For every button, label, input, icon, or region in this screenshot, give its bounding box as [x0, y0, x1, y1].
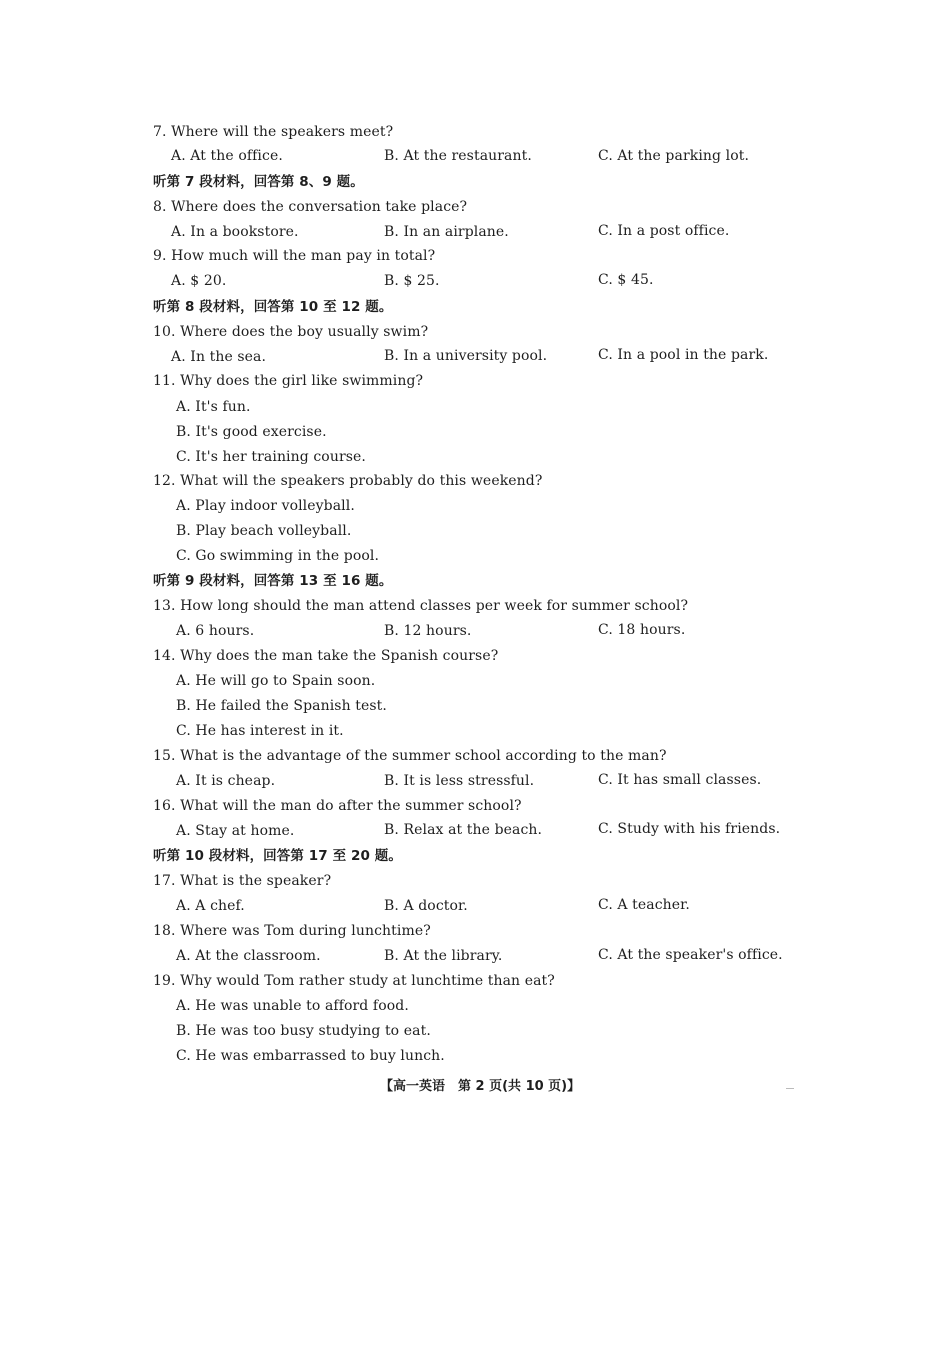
question-15: 15. What is the advantage of the summer school according to the man?: [153, 748, 667, 764]
option-17c: C. A teacher.: [598, 897, 690, 913]
option-8a: A. In a bookstore.: [171, 224, 299, 240]
question-13: 13. How long should the man attend classes per week for summer school?: [153, 598, 689, 614]
option-19c: C. He was embarrassed to buy lunch.: [176, 1048, 445, 1064]
section-heading-10: 听第 10 段材料，回答第 17 至 20 题。: [153, 848, 402, 864]
option-18a: A. At the classroom.: [176, 948, 321, 964]
option-11b: B. It's good exercise.: [176, 424, 327, 440]
option-9c: C. $ 45.: [598, 272, 654, 288]
option-16b: B. Relax at the beach.: [384, 822, 543, 838]
question-18: 18. Where was Tom during lunchtime?: [153, 923, 431, 939]
question-7: 7. Where will the speakers meet?: [153, 124, 394, 140]
option-15c: C. It has small classes.: [598, 772, 762, 788]
option-9a: A. $ 20.: [171, 273, 227, 289]
page-footer: 【高一英语 第 2 页(共 10 页)】: [380, 1079, 581, 1094]
option-16a: A. Stay at home.: [176, 823, 295, 839]
option-19b: B. He was too busy studying to eat.: [176, 1023, 431, 1039]
option-12b: B. Play beach volleyball.: [176, 523, 352, 539]
section-heading-9: 听第 9 段材料，回答第 13 至 16 题。: [153, 573, 393, 589]
option-14b: B. He failed the Spanish test.: [176, 698, 387, 714]
option-8c: C. In a post office.: [598, 223, 730, 239]
option-10b: B. In a university pool.: [384, 348, 548, 364]
option-7c: C. At the parking lot.: [598, 148, 750, 164]
question-11: 11. Why does the girl like swimming?: [153, 373, 424, 389]
question-19: 19. Why would Tom rather study at lunchtime than eat?: [153, 973, 555, 989]
option-14a: A. He will go to Spain soon.: [176, 673, 376, 689]
option-15a: A. It is cheap.: [176, 773, 276, 789]
option-12a: A. Play indoor volleyball.: [176, 498, 355, 514]
option-16c: C. Study with his friends.: [598, 821, 781, 837]
option-17b: B. A doctor.: [384, 898, 468, 914]
option-17a: A. A chef.: [176, 898, 245, 914]
question-10: 10. Where does the boy usually swim?: [153, 324, 429, 340]
scan-mark: [786, 1088, 794, 1089]
question-16: 16. What will the man do after the summer school?: [153, 798, 522, 814]
option-7a: A. At the office.: [171, 148, 283, 164]
section-heading-7: 听第 7 段材料，回答第 8、9 题。: [153, 174, 364, 190]
option-12c: C. Go swimming in the pool.: [176, 548, 380, 564]
option-13c: C. 18 hours.: [598, 622, 686, 638]
question-12: 12. What will the speakers probably do this weekend?: [153, 473, 543, 489]
question-14: 14. Why does the man take the Spanish course?: [153, 648, 499, 664]
option-8b: B. In an airplane.: [384, 224, 509, 240]
question-17: 17. What is the speaker?: [153, 873, 332, 889]
option-11c: C. It's her training course.: [176, 449, 366, 465]
option-7b: B. At the restaurant.: [384, 148, 532, 164]
option-15b: B. It is less stressful.: [384, 773, 535, 789]
option-11a: A. It's fun.: [176, 399, 251, 415]
option-13b: B. 12 hours.: [384, 623, 472, 639]
option-9b: B. $ 25.: [384, 273, 440, 289]
question-9: 9. How much will the man pay in total?: [153, 248, 436, 264]
option-19a: A. He was unable to afford food.: [176, 998, 409, 1014]
option-13a: A. 6 hours.: [176, 623, 255, 639]
option-10a: A. In the sea.: [171, 349, 267, 365]
option-14c: C. He has interest in it.: [176, 723, 344, 739]
option-18b: B. At the library.: [384, 948, 503, 964]
option-18c: C. At the speaker's office.: [598, 947, 783, 963]
section-heading-8: 听第 8 段材料，回答第 10 至 12 题。: [153, 299, 393, 315]
question-8: 8. Where does the conversation take place?: [153, 199, 468, 215]
option-10c: C. In a pool in the park.: [598, 347, 769, 363]
